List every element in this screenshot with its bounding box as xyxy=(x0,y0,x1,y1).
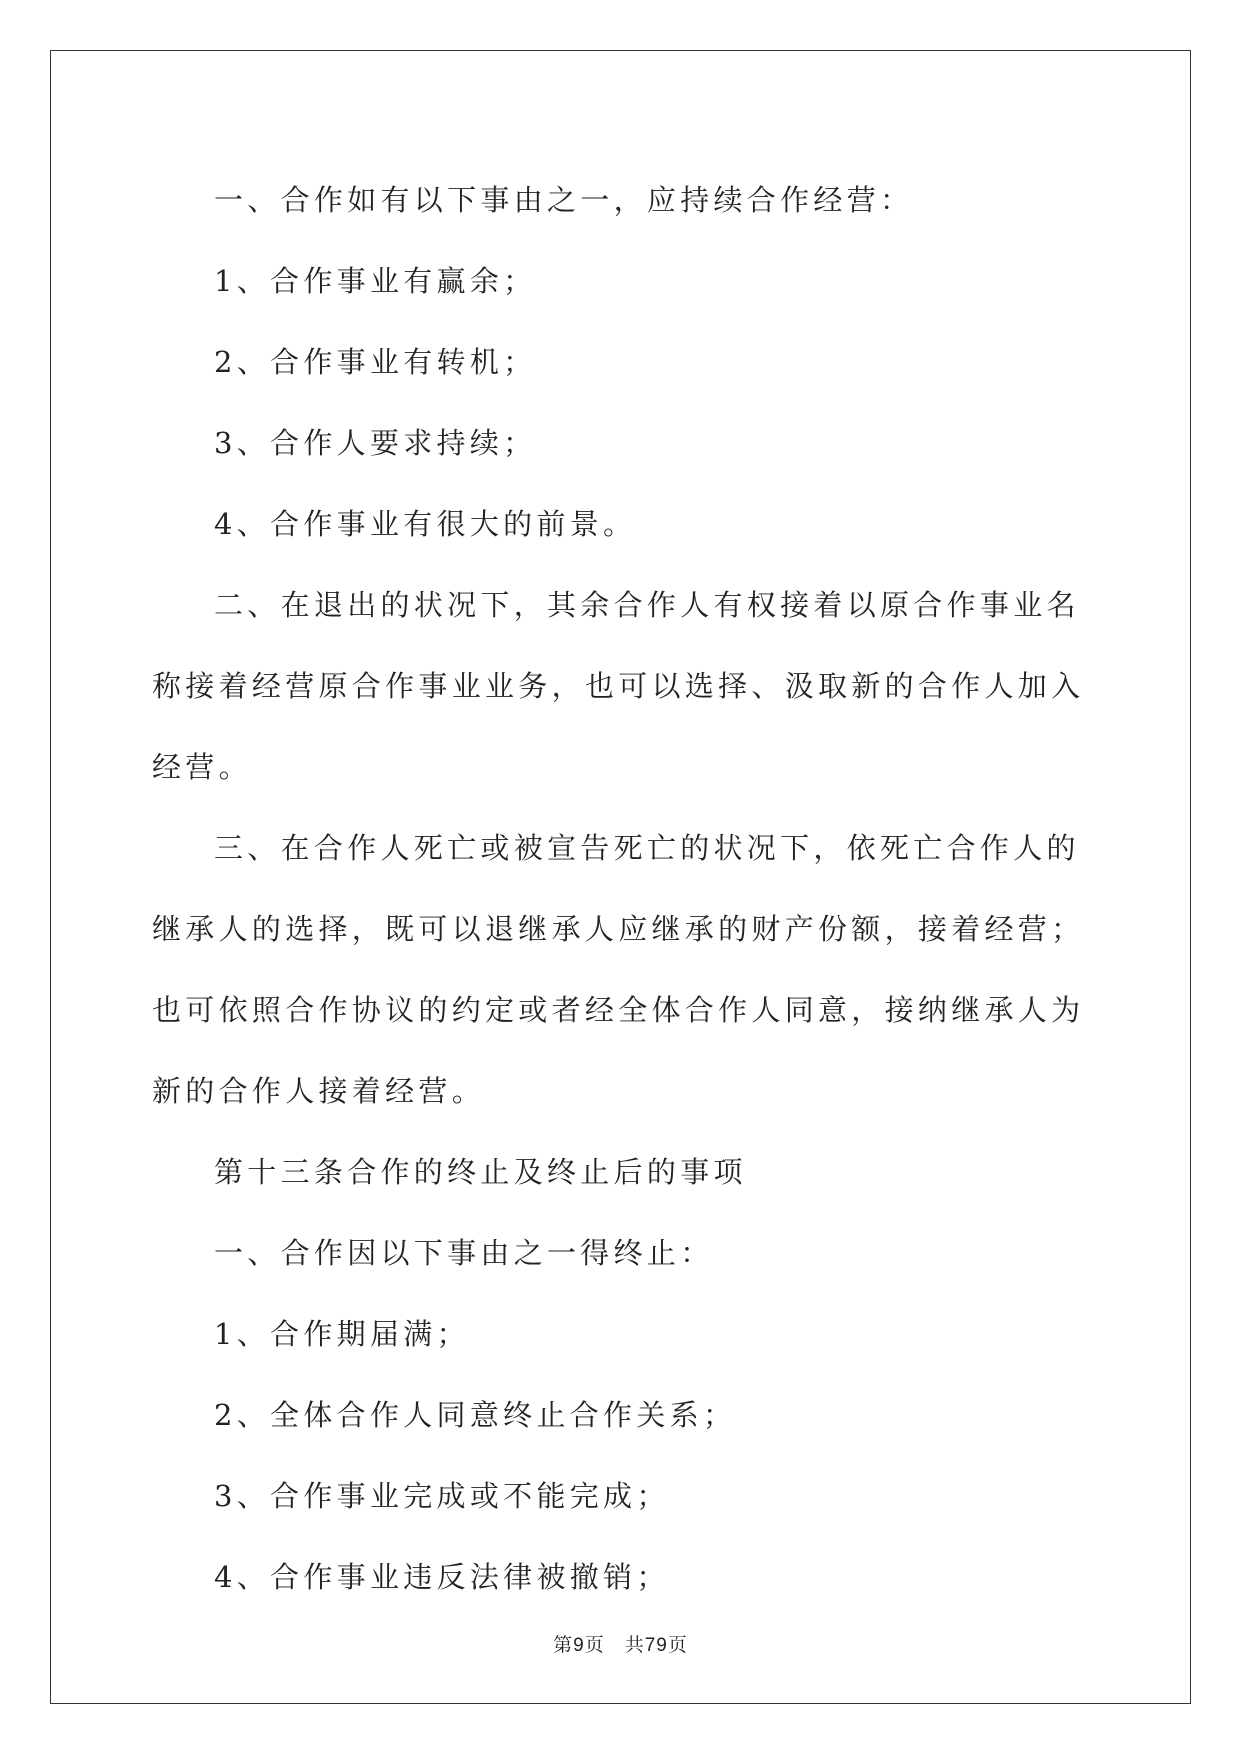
paragraph-death-clause: 三、在合作人死亡或被宣告死亡的状况下，依死亡合作人的继承人的选择，既可以退继承人应继承的财产份额，接着经营；也可依照合作协议的约定或者经全体合作人同意，接纳继承人为新的合作人接着经营。 xyxy=(152,831,1085,1108)
list-item-term-expired: 1、合作期届满； xyxy=(214,1317,470,1351)
total-suffix: 页 xyxy=(667,1634,688,1656)
section-heading-article-13: 第十三条合作的终止及终止后的事项 xyxy=(214,1155,747,1189)
list-item-turnaround: 2、合作事业有转机； xyxy=(214,345,537,379)
list-item-all-agree: 2、全体合作人同意终止合作关系； xyxy=(214,1398,737,1432)
paragraph-withdrawal-clause: 二、在退出的状况下，其余合作人有权接着以原合作事业名称接着经营原合作事业业务，也可以选择、汲取新的合作人加入经营。 xyxy=(152,588,1085,784)
document-body xyxy=(152,160,1094,1618)
page-current-number: 9 xyxy=(573,1635,585,1656)
page-footer xyxy=(0,1630,1241,1657)
list-item-prospects: 4、合作事业有很大的前景。 xyxy=(214,507,637,541)
list-item-partner-request: 3、合作人要求持续； xyxy=(214,426,537,460)
page-suffix: 页 xyxy=(584,1634,605,1656)
total-prefix: 共 xyxy=(624,1634,645,1656)
paragraph-continue-clause: 一、合作如有以下事由之一，应持续合作经营： xyxy=(214,183,914,217)
page-prefix: 第 xyxy=(553,1634,574,1656)
list-item-revoked: 4、合作事业违反法律被撤销； xyxy=(214,1560,670,1594)
paragraph-termination-clause: 一、合作因以下事由之一得终止： xyxy=(214,1236,714,1270)
list-item-profit: 1、合作事业有赢余； xyxy=(214,264,537,298)
page-total-number: 79 xyxy=(644,1635,668,1656)
list-item-business-complete: 3、合作事业完成或不能完成； xyxy=(214,1479,670,1513)
